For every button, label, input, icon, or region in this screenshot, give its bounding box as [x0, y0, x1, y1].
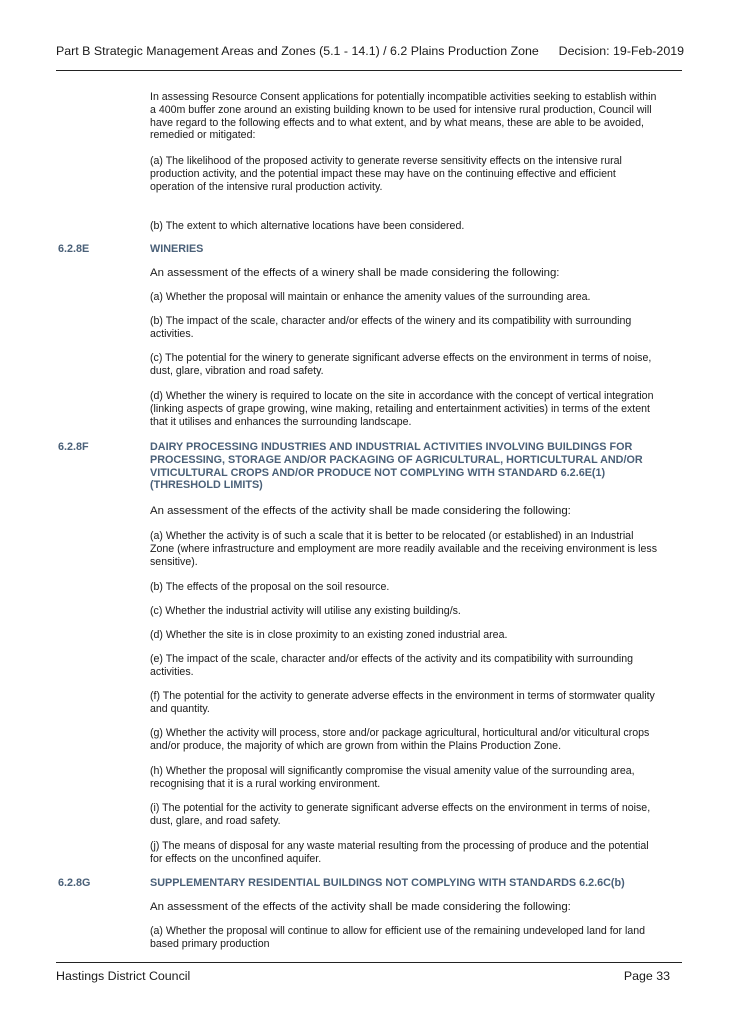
section-f-item-d: (d) Whether the site is in close proximity to an existing zoned industrial area. — [150, 629, 508, 641]
section-heading-wineries: WINERIES — [150, 243, 204, 255]
section-e-item-b: (b) The impact of the scale, character and/or effects of the winery and its compatibility with surrounding activities. — [150, 315, 632, 340]
section-number-6-2-8e: 6.2.8E — [58, 243, 90, 255]
page-header — [56, 44, 684, 58]
header-title: Part B Strategic Management Areas and Zones (5.1 - 14.1) / 6.2 Plains Production Zone — [56, 44, 539, 58]
section-f-item-b: (b) The effects of the proposal on the soil resource. — [150, 581, 390, 593]
footer-page-number: Page 33 — [623, 969, 670, 983]
header-decision-date: Decision: 19-Feb-2019 — [558, 44, 684, 58]
footer-council-name: Hastings District Council — [56, 969, 191, 983]
section-e-item-c: (c) The potential for the winery to generate significant adverse effects on the environment in terms of noise, dust, glare, vibration and road safety. — [150, 352, 652, 377]
section-f-item-g: (g) Whether the activity will process, store and/or package agricultural, horticultural and/or viticultural crops and/or produce, the majority of which are grown from within the Plains Production Zone. — [150, 727, 650, 752]
page-footer — [56, 969, 670, 983]
intro-item-b: (b) The extent to which alternative locations have been considered. — [150, 220, 465, 232]
section-f-item-a: (a) Whether the activity is of such a scale that it is better to be relocated (or established) in an Industrial Zone (where infrastructure and employment are more readily available and the receiving environment is less sensitive). — [150, 530, 657, 568]
section-f-lead: An assessment of the effects of the activity shall be made considering the following: — [150, 505, 571, 517]
section-heading-supplementary-residential: SUPPLEMENTARY RESIDENTIAL BUILDINGS NOT COMPLYING WITH STANDARDS 6.2.6C(b) — [150, 877, 625, 889]
section-f-item-e: (e) The impact of the scale, character and/or effects of the activity and its compatibility with surrounding activities. — [150, 653, 634, 678]
section-f-item-i: (i) The potential for the activity to generate significant adverse effects on the environment in terms of noise, dust, glare, and road safety. — [150, 802, 651, 827]
section-e-lead: An assessment of the effects of a winery shall be made considering the following: — [150, 267, 560, 279]
footer-rule — [56, 962, 682, 963]
section-e-item-d: (d) Whether the winery is required to locate on the site in accordance with the concept of vertical integration (linking aspects of grape growing, wine making, retailing and entertainment activities) in terms of the extent that it utilises and enhances the surrounding landscape. — [150, 390, 654, 428]
section-number-6-2-8g: 6.2.8G — [58, 877, 91, 889]
header-rule — [56, 70, 682, 71]
section-f-item-h: (h) Whether the proposal will significantly compromise the visual amenity value of the surrounding area, recognising that it is a rural working environment. — [150, 765, 635, 790]
section-f-item-f: (f) The potential for the activity to generate adverse effects in the environment in terms of stormwater quality and quantity. — [150, 690, 655, 715]
section-f-item-j: (j) The means of disposal for any waste material resulting from the processing of produce and the potential for effects on the unconfined aquifer. — [150, 840, 649, 865]
section-f-item-c: (c) Whether the industrial activity will utilise any existing building/s. — [150, 605, 461, 617]
intro-item-a: (a) The likelihood of the proposed activity to generate reverse sensitivity effects on the intensive rural production activity, and the potential impact these may have on the continuing effective and efficient operation of the intensive rural production activity. — [150, 155, 622, 193]
section-e-item-a: (a) Whether the proposal will maintain or enhance the amenity values of the surrounding area. — [150, 291, 591, 303]
section-heading-dairy-processing: DAIRY PROCESSING INDUSTRIES AND INDUSTRIAL ACTIVITIES INVOLVING BUILDINGS FOR PROCESSING, STORAGE AND/OR PACKAGING OF AGRICULTURAL, HORTICULTURAL AND/OR VITICULTURAL CROPS AND/OR PRODUCE NOT COMPLYING WITH STANDARD 6.2.6E(1) (THRESHOLD LIMITS) — [150, 441, 643, 492]
section-g-lead: An assessment of the effects of the activity shall be made considering the following: — [150, 901, 571, 913]
intro-paragraph: In assessing Resource Consent applications for potentially incompatible activities seeking to establish within a 400m buffer zone around an existing building known to be used for intensive rural production, Council will have regard to the following effects and to what extent, and by what means, these are able to be avoided, remedied or mitigated: — [150, 91, 657, 142]
section-number-6-2-8f: 6.2.8F — [58, 441, 89, 453]
section-g-item-a: (a) Whether the proposal will continue to allow for efficient use of the remaining undeveloped land for land based primary production — [150, 925, 646, 950]
